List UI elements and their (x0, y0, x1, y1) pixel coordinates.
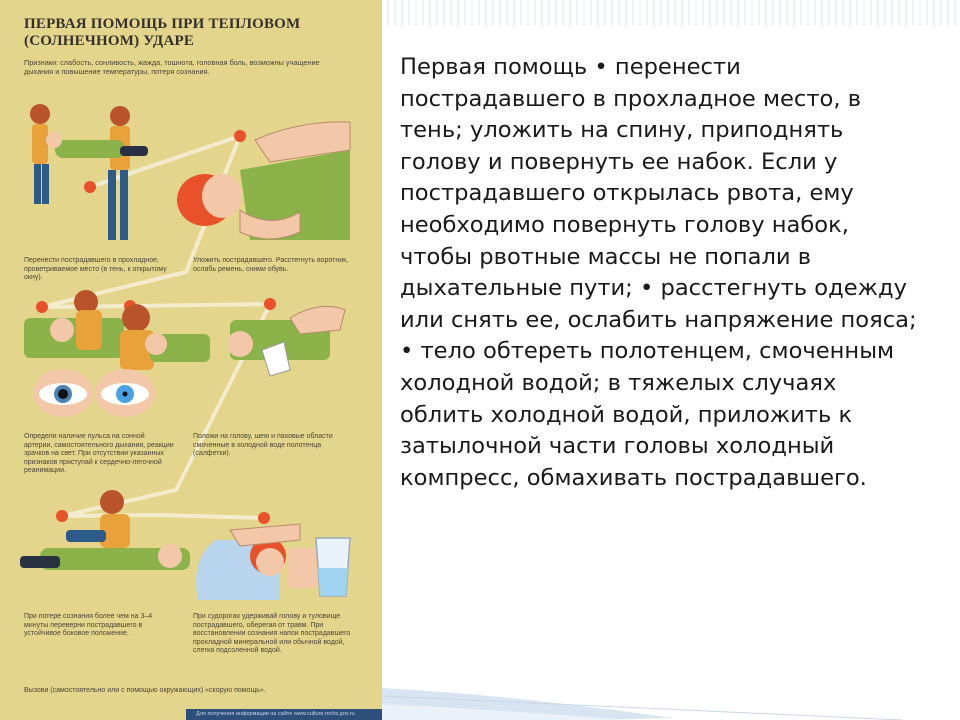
checking-pulse-figure (24, 290, 210, 370)
wet-towel-figure (227, 306, 345, 376)
poster-illustrations (0, 0, 382, 720)
step-caption-convulsions: При судорогах удерживай голову и туловище пострадавшего, оберегая от травм. При восстановлении сознания напои пострадавшего прохладной минеральной или обычной водой, слегка подсоленной водой. (193, 613, 351, 655)
step-caption-recovery-position: При потере сознания более чем на 3–4 минуты переверни пострадавшего в устойчивое боковое положение. (24, 613, 153, 638)
first-aid-poster (0, 0, 382, 720)
poster-symptoms: Признаки: слабость, сонливость, жажда, тошнота, головная боль, возможны учащение дыхания и повышение температуры, потеря сознания. (24, 58, 320, 76)
first-aid-text: Первая помощь • перенести пострадавшего в прохладное место, в тень; уложить на спину, приподнять голову и повернуть ее набок. Если у пострадавшего открылась рвота, ему необходимо повернуть голову набок, чтобы рвотные массы не попали в дыхательные пути; • расстегнуть одежду или снять ее, ослабить напряжение пояса; • тело обтереть полотенцем, смоченным холодной водой; в тяжелых случаях облить холодной водой, приложить к затылочной части головы холодный компресс, обмахивать пострадавшего. (400, 54, 917, 491)
top-decorative-stripes (380, 0, 960, 26)
bottom-decorative-waves (382, 660, 960, 720)
recovery-position-figure (20, 490, 190, 570)
convulsion-care-figure (196, 524, 350, 600)
step-caption-loosen-clothing: Уложить пострадавшего. Расстегнуть воротник, ослабь ремень, сними обувь. (193, 257, 349, 273)
pupil-check-eyes (33, 369, 155, 417)
step-caption-check-pulse: Определи наличие пульса на сонной артерии, самостоятельного дыхания, реакции зрачков на свет. При отсутствии указанных признаков приступай к сердечно-легочной реанимации. (24, 433, 174, 475)
poster-bottom-bar: Для получения информации на сайте www.culture.mchs.gov.ru (186, 709, 382, 720)
loosening-collar-figure (177, 122, 350, 240)
step-caption-cool-towels: Положи на голову, шею и паховые области смоченные в холодной воде полотенца (салфетки). (193, 433, 333, 458)
poster-title: ПЕРВАЯ ПОМОЩЬ ПРИ ТЕПЛОВОМ (СОЛНЕЧНОМ) УДАРЕ (24, 16, 301, 49)
poster-footer-call-ambulance: Вызови (самостоятельно или с помощью окружающих) «скорую помощь». (24, 687, 266, 694)
step-caption-move-to-shade: Перенести пострадавшего в прохладное, проветриваемое место (в тень, к открытому окну). (24, 257, 167, 282)
